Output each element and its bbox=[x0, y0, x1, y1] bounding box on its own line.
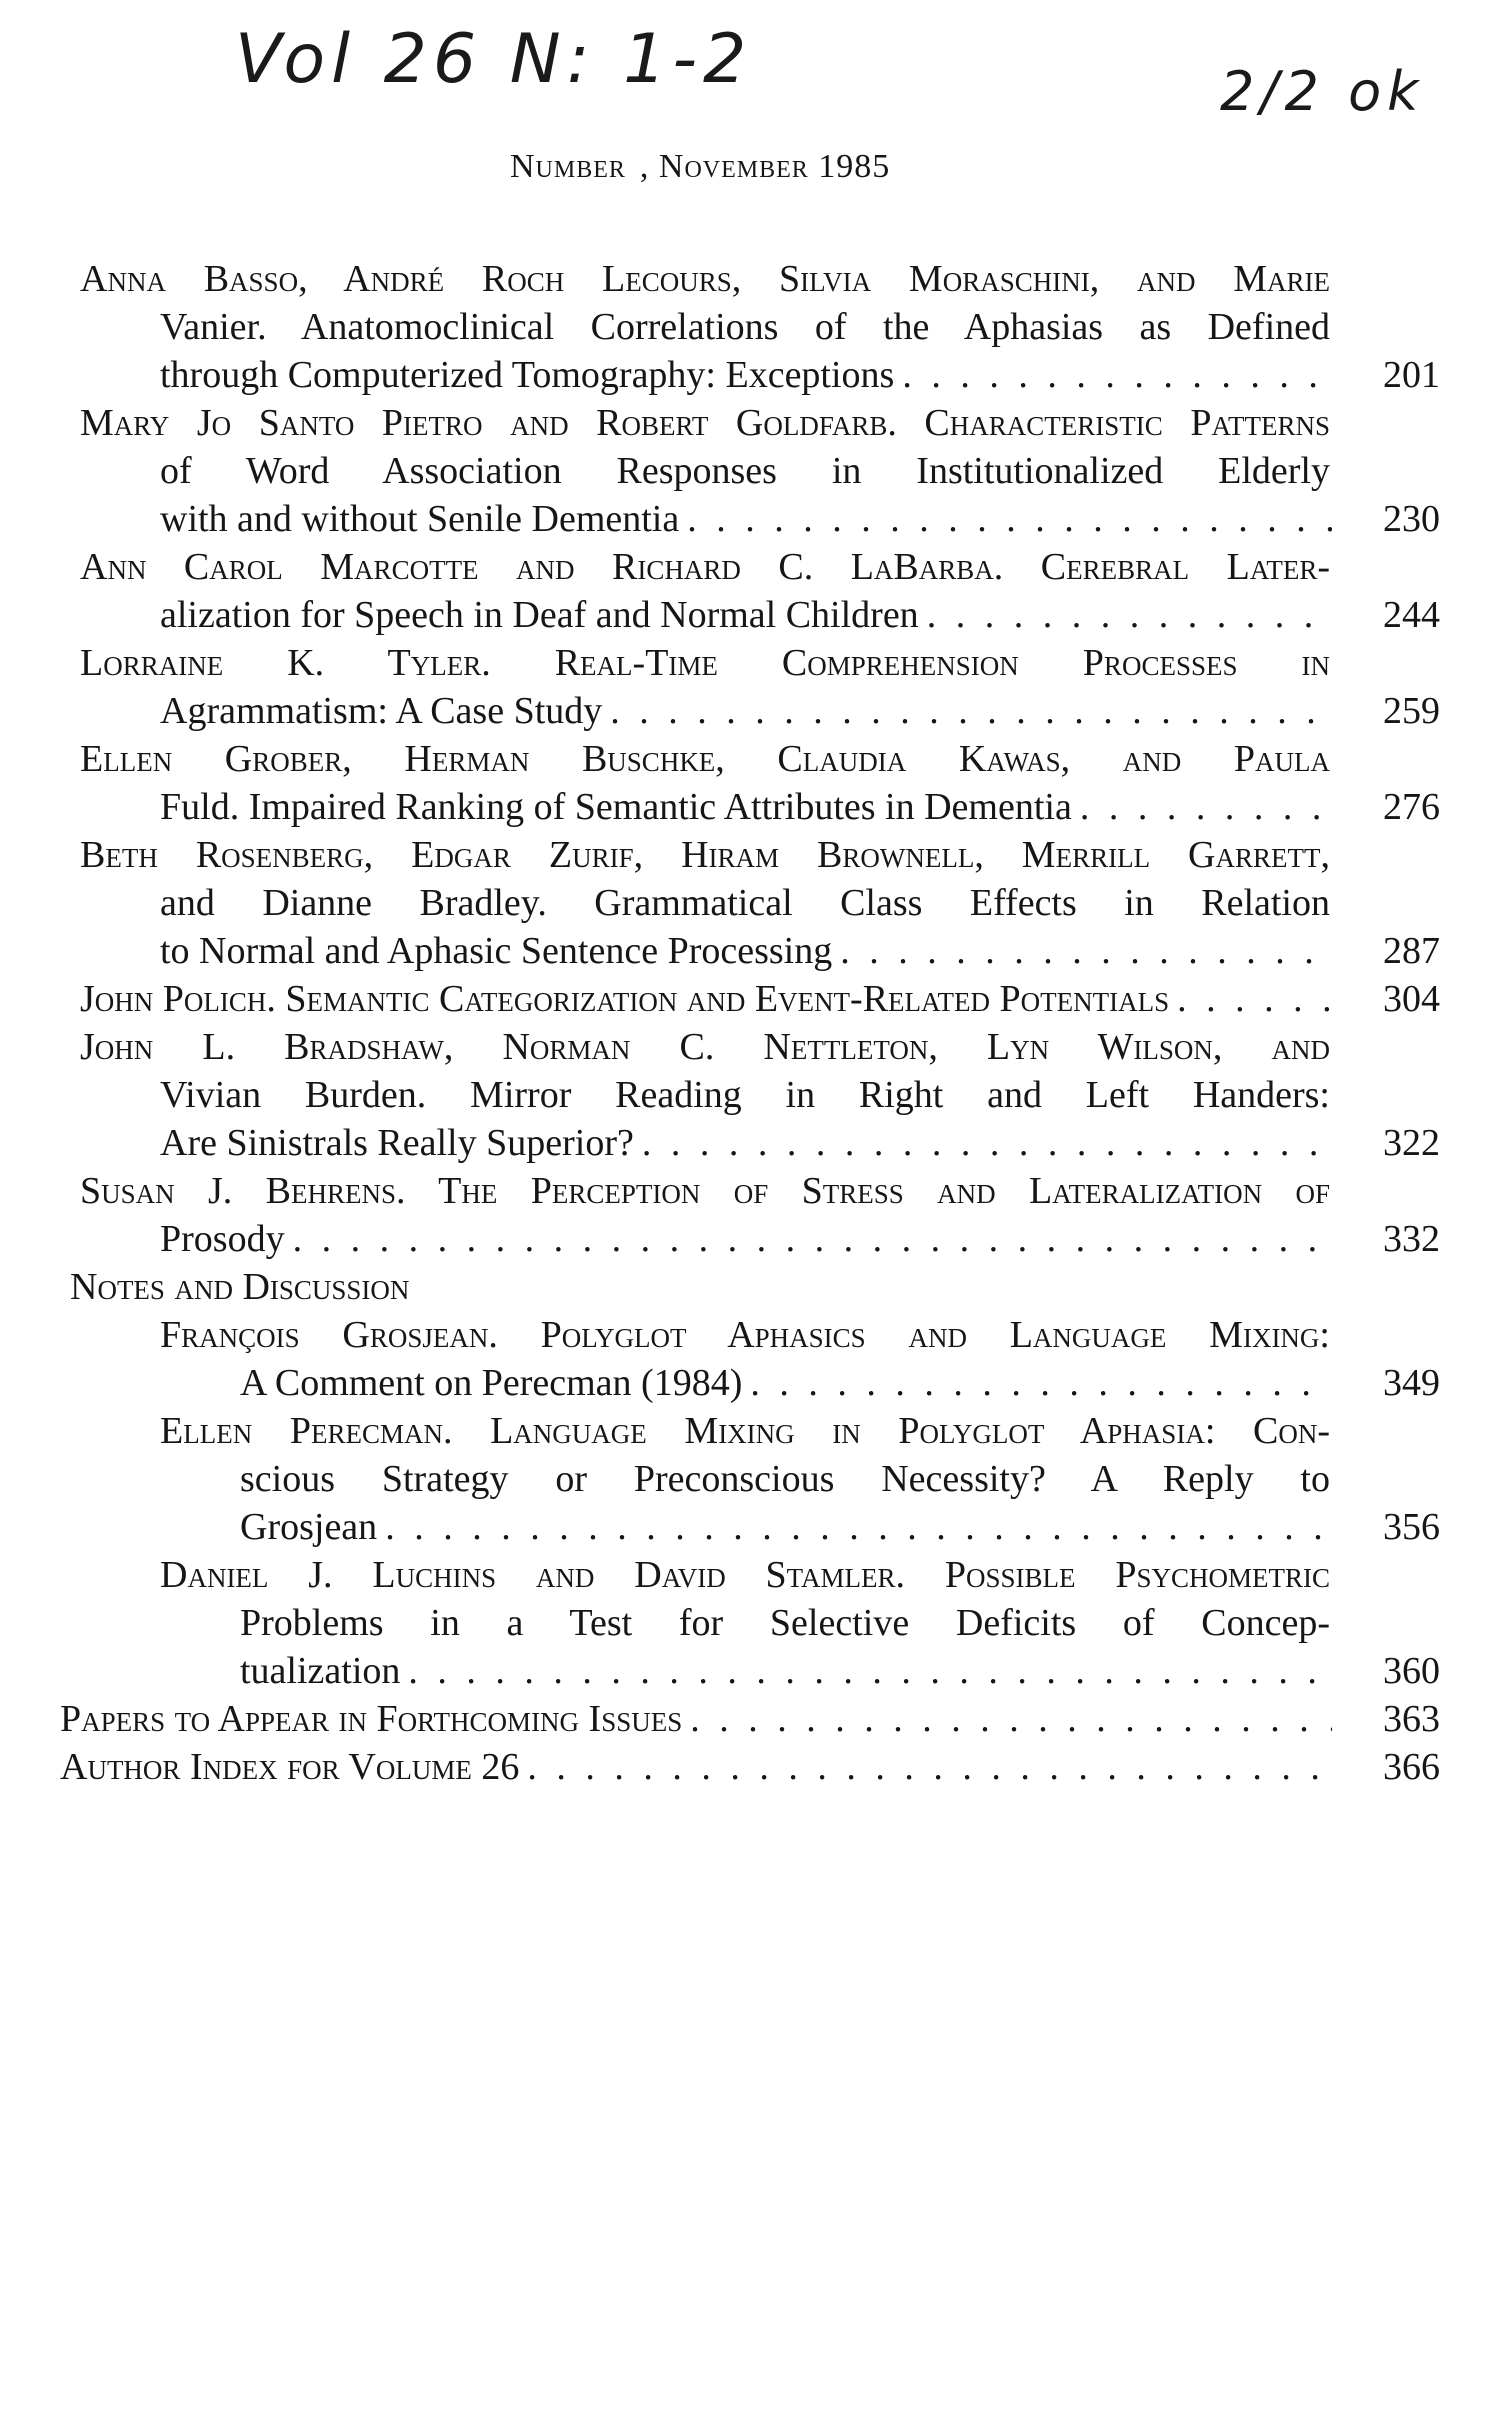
entry-authors-line: Daniel J. Luchins and David Stamler. Possible Psychometric bbox=[160, 1554, 1330, 1596]
entry-title-line: Problems in a Test for Selective Deficits of Concep- bbox=[240, 1602, 1330, 1644]
entry-title-line: A Comment on Perecman (1984) bbox=[240, 1362, 743, 1404]
entry-title-line: Agrammatism: A Case Study bbox=[160, 690, 603, 732]
entry-authors-line: François Grosjean. Polyglot Aphasics and Language Mixing: bbox=[160, 1314, 1330, 1356]
page-number: 201 bbox=[1383, 354, 1440, 396]
end-items bbox=[60, 1695, 1440, 1791]
dot-leader bbox=[610, 687, 1332, 735]
toc-entry bbox=[60, 975, 1440, 1023]
entry-authors-line: Mary Jo Santo Pietro and Robert Goldfarb. Characteristic Patterns bbox=[80, 402, 1330, 444]
entry-title-line: scious Strategy or Preconscious Necessity? A Reply to bbox=[240, 1458, 1330, 1500]
issue-header bbox=[510, 148, 890, 186]
toc-entry bbox=[60, 639, 1440, 735]
entry-title-line: tualization bbox=[240, 1650, 401, 1692]
page-number: 259 bbox=[1383, 690, 1440, 732]
handwritten-ok-annotation: 2/2 ok bbox=[1220, 60, 1425, 123]
entry-title-line: Vanier. Anatomoclinical Correlations of the Aphasias as Defined bbox=[160, 306, 1330, 348]
dot-leader bbox=[408, 1647, 1332, 1695]
page-number: 366 bbox=[1383, 1746, 1440, 1788]
dot-leader bbox=[1080, 783, 1332, 831]
toc-entry bbox=[60, 255, 1440, 399]
toc-entry bbox=[60, 1023, 1440, 1167]
toc-entry bbox=[60, 543, 1440, 639]
dot-leader bbox=[642, 1119, 1332, 1167]
toc-entry bbox=[60, 1407, 1440, 1551]
page-number: 276 bbox=[1383, 786, 1440, 828]
dot-leader bbox=[840, 927, 1332, 975]
toc-end-item bbox=[60, 1743, 1440, 1791]
toc-entry bbox=[60, 831, 1440, 975]
number-label: Number bbox=[510, 148, 626, 185]
toc-entry bbox=[60, 735, 1440, 831]
page-number: 349 bbox=[1383, 1362, 1440, 1404]
entry-authors-line: Anna Basso, André Roch Lecours, Silvia Moraschini, and Marie bbox=[80, 258, 1330, 300]
issue-date: , November 1985 bbox=[639, 148, 891, 185]
dot-leader bbox=[687, 495, 1332, 543]
toc-entry bbox=[60, 1551, 1440, 1695]
entry-authors-line: Ann Carol Marcotte and Richard C. LaBarba. Cerebral Later- bbox=[80, 546, 1330, 588]
dot-leader bbox=[902, 351, 1332, 399]
entry-title-line: through Computerized Tomography: Exceptions bbox=[160, 354, 895, 396]
end-item-label: Author Index for Volume 26 bbox=[60, 1746, 520, 1788]
page-number: 244 bbox=[1383, 594, 1440, 636]
page-number: 356 bbox=[1383, 1506, 1440, 1548]
notes-section-title: Notes and Discussion bbox=[70, 1266, 410, 1308]
dot-leader bbox=[385, 1503, 1332, 1551]
dot-leader bbox=[1177, 975, 1332, 1023]
entry-authors-line: Lorraine K. Tyler. Real-Time Comprehension Processes in bbox=[80, 642, 1330, 684]
entry-title-line: Vivian Burden. Mirror Reading in Right and Left Handers: bbox=[160, 1074, 1330, 1116]
notes-entries bbox=[60, 1311, 1440, 1695]
toc-end-item bbox=[60, 1695, 1440, 1743]
toc-entry bbox=[60, 1311, 1440, 1407]
page-number: 322 bbox=[1383, 1122, 1440, 1164]
page-number: 332 bbox=[1383, 1218, 1440, 1260]
dot-leader bbox=[293, 1215, 1332, 1263]
entry-authors-line: Susan J. Behrens. The Perception of Stress and Lateralization of bbox=[80, 1170, 1330, 1212]
entry-title-line: to Normal and Aphasic Sentence Processing bbox=[160, 930, 833, 972]
dot-leader bbox=[927, 591, 1332, 639]
entry-title-line: Fuld. Impaired Ranking of Semantic Attributes in Dementia bbox=[160, 786, 1072, 828]
entry-title-line: alization for Speech in Deaf and Normal Children bbox=[160, 594, 919, 636]
dot-leader bbox=[690, 1695, 1332, 1743]
entry-title-line: Grosjean bbox=[240, 1506, 378, 1548]
toc-entry bbox=[60, 1167, 1440, 1263]
table-of-contents bbox=[60, 255, 1440, 1791]
entry-authors-line: Ellen Grober, Herman Buschke, Claudia Kawas, and Paula bbox=[80, 738, 1330, 780]
entry-authors-line: John Polich. Semantic Categorization and Event-Related Potentials bbox=[80, 978, 1170, 1020]
entry-title-line: Are Sinistrals Really Superior? bbox=[160, 1122, 634, 1164]
end-item-label: Papers to Appear in Forthcoming Issues bbox=[60, 1698, 683, 1740]
entry-authors-line: Ellen Perecman. Language Mixing in Polyglot Aphasia: Con- bbox=[160, 1410, 1330, 1452]
page-number: 363 bbox=[1383, 1698, 1440, 1740]
dot-leader bbox=[527, 1743, 1332, 1791]
page-number: 230 bbox=[1383, 498, 1440, 540]
entry-title-line: Prosody bbox=[160, 1218, 285, 1260]
dot-leader bbox=[750, 1359, 1332, 1407]
entry-title-line: of Word Association Responses in Institutionalized Elderly bbox=[160, 450, 1330, 492]
entry-authors-line: Beth Rosenberg, Edgar Zurif, Hiram Brownell, Merrill Garrett, bbox=[80, 834, 1330, 876]
main-entries bbox=[60, 255, 1440, 1263]
page-number: 304 bbox=[1383, 978, 1440, 1020]
entry-title-line: with and without Senile Dementia bbox=[160, 498, 680, 540]
entry-authors-line: John L. Bradshaw, Norman C. Nettleton, Lyn Wilson, and bbox=[80, 1026, 1330, 1068]
page-number: 287 bbox=[1383, 930, 1440, 972]
entry-title-line: and Dianne Bradley. Grammatical Class Effects in Relation bbox=[160, 882, 1330, 924]
handwritten-volume-annotation: Vol 26 N: 1-2 bbox=[235, 20, 753, 99]
page-number: 360 bbox=[1383, 1650, 1440, 1692]
toc-entry bbox=[60, 399, 1440, 543]
